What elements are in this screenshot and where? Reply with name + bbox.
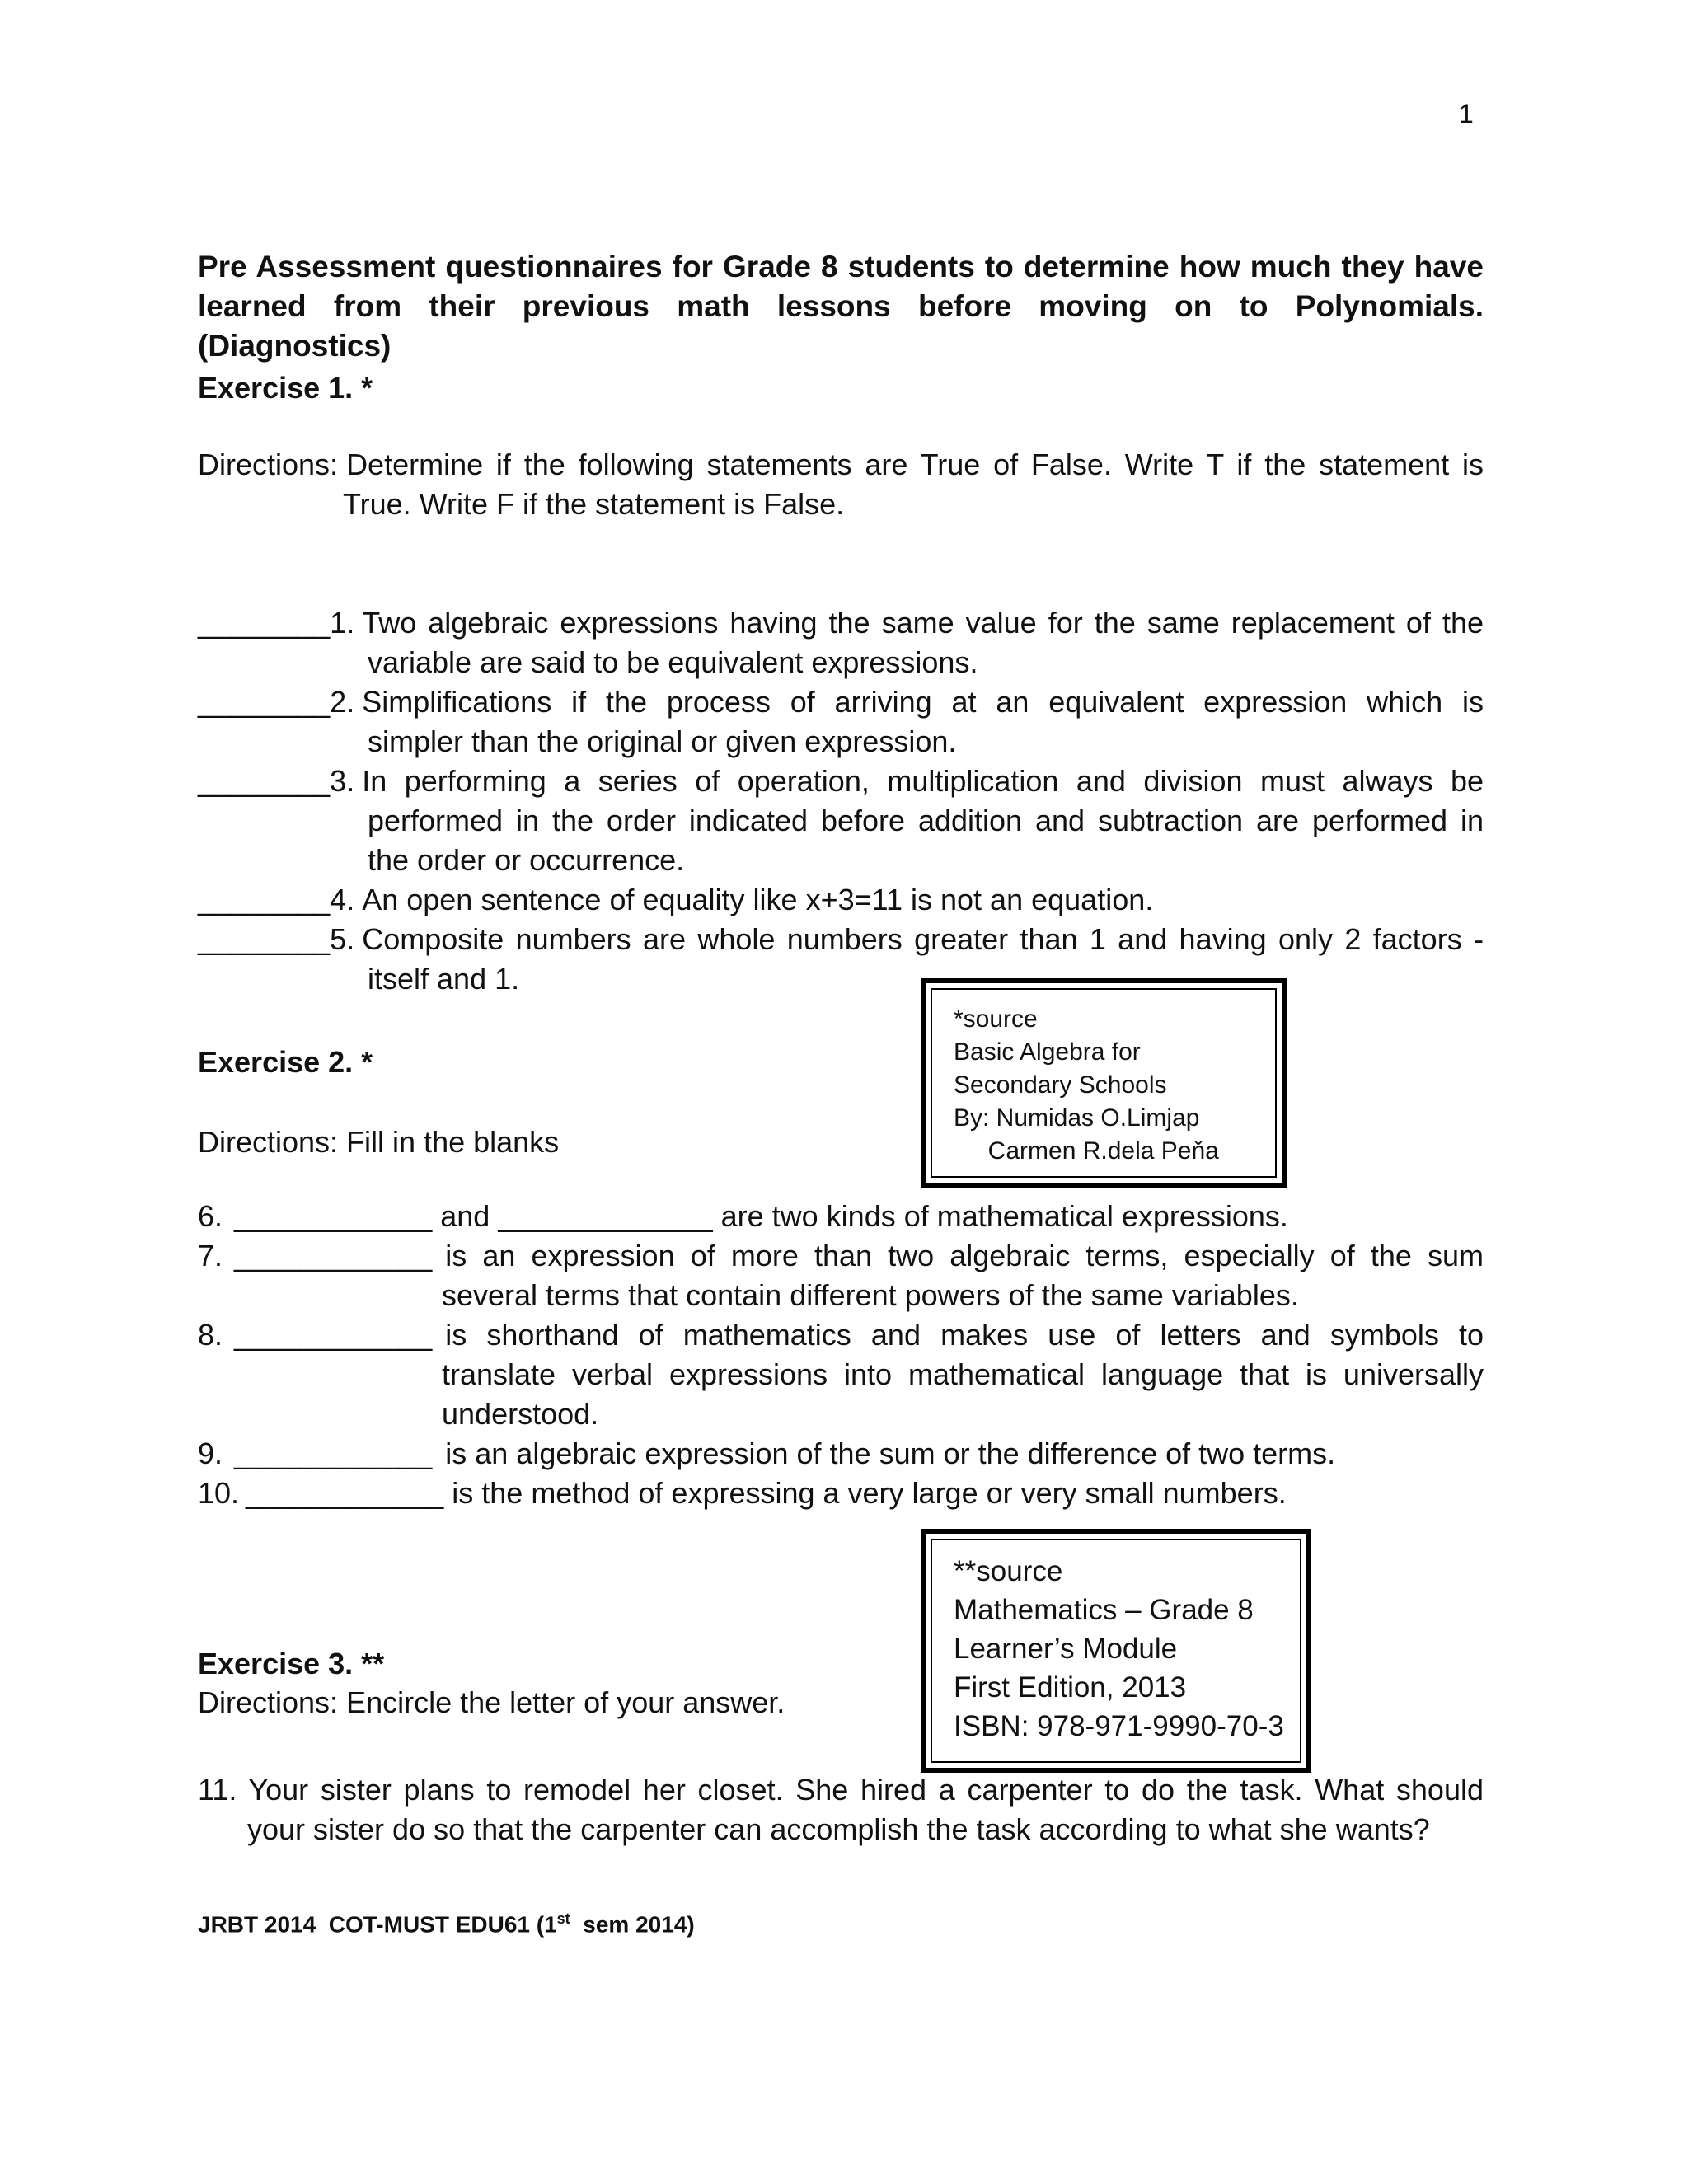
source-line: *source [954, 1005, 1038, 1033]
list-item [198, 1434, 1484, 1474]
item-text: and _____________ are two kinds of mathematical expressions. [440, 1199, 1288, 1233]
item-text: is an expression of more than two algebraic terms, especially of the sum [445, 1239, 1484, 1272]
item-text: Simplifications if the process of arriving at an equivalent expression which is [362, 685, 1484, 719]
directions-line-2: True. Write F if the statement is False. [343, 487, 845, 521]
page-number: 1 [1459, 99, 1474, 129]
source-box-1 [921, 978, 1287, 1188]
footer-text-end: sem 2014) [570, 1911, 695, 1938]
item-text: is shorthand of mathematics and makes use of letters and symbols to [445, 1318, 1484, 1352]
true-false-list [198, 603, 1484, 999]
source-line: By: Numidas O.Limjap [954, 1104, 1200, 1132]
answer-blank[interactable]: ________ [198, 685, 331, 719]
item-number: 7. [198, 1239, 223, 1272]
source-line: Mathematics – Grade 8 [954, 1594, 1254, 1626]
source-line: Learner’s Module [954, 1633, 1178, 1665]
list-item [198, 1315, 1484, 1434]
exercise-2-heading: Exercise 2. * [198, 1045, 373, 1079]
directions-line-1: Determine if the following statements are True of False. Write T if the statement is [346, 448, 1484, 481]
exercise-3-directions: Directions: Encircle the letter of your answer. [198, 1685, 785, 1719]
list-item [198, 1474, 1484, 1513]
item-number: 8. [198, 1318, 223, 1352]
item-text-cont: translate verbal expressions into mathematical language that is universally [442, 1357, 1484, 1391]
source-2-text [932, 1540, 1300, 1746]
answer-blank[interactable]: ____________ [234, 1436, 433, 1470]
answer-blank[interactable]: ________ [198, 606, 331, 640]
answer-blank[interactable]: ________ [198, 883, 331, 916]
item-text: Composite numbers are whole numbers greater than 1 and having only 2 factors - [362, 922, 1484, 956]
exercise-1-directions [198, 445, 1484, 524]
exercise-3-heading: Exercise 3. ** [198, 1647, 385, 1680]
list-item [198, 1197, 1484, 1236]
list-item [198, 1236, 1484, 1315]
list-item [198, 880, 1484, 920]
item-text: Two algebraic expressions having the same value for the same replacement of the [362, 606, 1484, 640]
item-text: In performing a series of operation, multiplication and division must always be [362, 764, 1484, 798]
source-1-text [932, 990, 1275, 1168]
exercise-1-heading: Exercise 1. * [198, 371, 373, 405]
item-text-cont: performed in the order indicated before addition and subtraction are performed in [368, 804, 1484, 837]
item-number: 3. [330, 764, 355, 798]
source-line: Carmen R.dela Peňa [954, 1137, 1219, 1165]
source-line: Secondary Schools [954, 1071, 1167, 1099]
source-line: **source [954, 1555, 1063, 1587]
document-title: Pre Assessment questionnaires for Grade 8 students to determine how much they have learned from their previous math lessons before moving on to Polynomials. (Diagnostics) [198, 250, 1484, 363]
fill-blank-list [198, 1197, 1484, 1513]
footer-text: JRBT 2014 COT-MUST EDU61 (1 [198, 1911, 557, 1938]
directions-label: Directions: [198, 448, 339, 481]
item-number: 1. [330, 606, 355, 640]
question-text-cont: your sister do so that the carpenter can accomplish the task according to what she wants? [247, 1812, 1430, 1846]
question-text: 11. Your sister plans to remodel her closet. She hired a carpenter to do the task. What should [198, 1773, 1484, 1807]
item-number: 10. [198, 1476, 240, 1510]
item-text: An open sentence of equality like x+3=11 is not an equation. [362, 883, 1154, 916]
footer [198, 1910, 695, 1938]
item-number: 4. [330, 883, 355, 916]
list-item [198, 920, 1484, 999]
answer-blank[interactable]: ____________ [234, 1239, 433, 1272]
source-line: ISBN: 978-971-9990-70-3 [954, 1710, 1284, 1742]
answer-blank[interactable]: ____________ [234, 1318, 433, 1352]
item-text-cont: the order or occurrence. [368, 843, 685, 877]
item-text-cont: simpler than the original or given expression. [368, 724, 957, 758]
item-text-cont: itself and 1. [368, 962, 520, 996]
list-item [198, 682, 1484, 762]
answer-blank[interactable]: ________ [198, 764, 331, 798]
footer-superscript: st [556, 1910, 570, 1927]
item-text-cont: variable are said to be equivalent expressions. [368, 645, 978, 679]
list-item [198, 762, 1484, 880]
question-11 [198, 1770, 1484, 1849]
item-text: is an algebraic expression of the sum or the difference of two terms. [445, 1436, 1336, 1470]
item-number: 5. [330, 922, 355, 956]
item-text-cont: several terms that contain different powers of the same variables. [442, 1278, 1299, 1312]
item-number: 6. [198, 1199, 223, 1233]
item-number: 9. [198, 1436, 223, 1470]
item-text-cont: understood. [442, 1397, 599, 1431]
item-text: is the method of expressing a very large or very small numbers. [452, 1476, 1287, 1510]
source-line: Basic Algebra for [954, 1038, 1141, 1066]
answer-blank[interactable]: ____________ [246, 1476, 444, 1510]
source-line: First Edition, 2013 [954, 1671, 1187, 1704]
exercise-2-directions: Directions: Fill in the blanks [198, 1125, 560, 1159]
list-item [198, 603, 1484, 682]
source-box-2 [921, 1529, 1311, 1773]
item-number: 2. [330, 685, 355, 719]
answer-blank[interactable]: ________ [198, 922, 331, 956]
answer-blank[interactable]: ____________ [234, 1199, 433, 1233]
